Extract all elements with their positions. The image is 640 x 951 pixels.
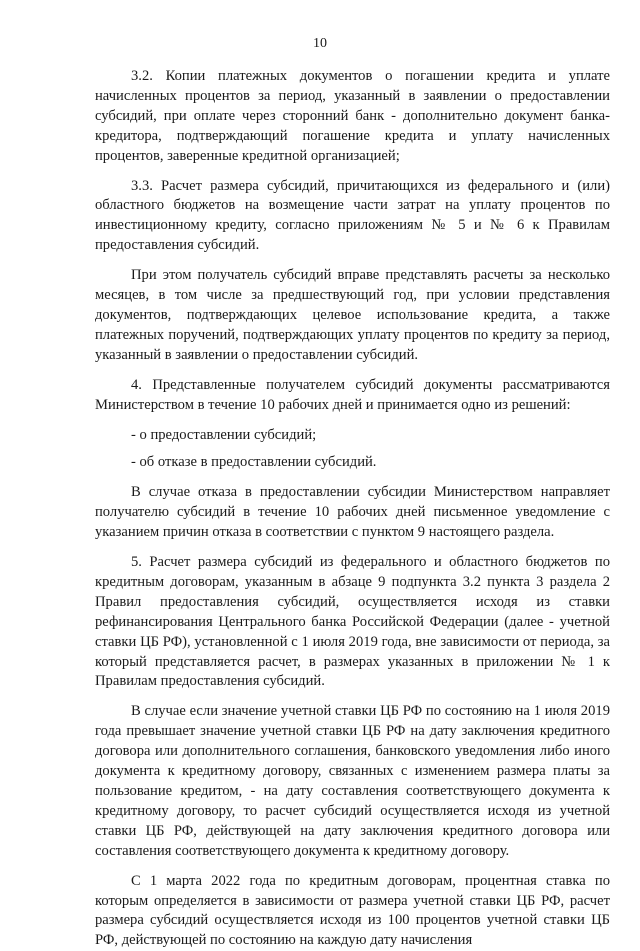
page-number: 10	[313, 36, 327, 51]
paragraph-3-2: 3.2. Копии платежных документов о погашении кредита и уплате начисленных процентов за период, указанный в заявлении о предоставлении субсидий, при оплате через сторонний банк - дополнительно документ банка-кредитора, подтверждающий погашение кредита и уплату начисленных процентов, заверенные кредитной организацией;	[95, 68, 610, 164]
paragraph-refusal-notice: В случае отказа в предоставлении субсидии Министерством направляет получателю субсидий в течение 10 рабочих дней письменное уведомление с указанием причин отказа в соответствии с пунктом 9 настоящего раздела.	[95, 484, 610, 541]
paragraph-3-3: 3.3. Расчет размера субсидий, причитающихся из федерального и (или) областного бюджетов на возмещение части затрат на уплату процентов по инвестиционному кредиту, согласно приложениям № 5 и № 6 к Правилам предоставления субсидий.	[95, 177, 610, 254]
decision-item-refusal: - об отказе в предоставлении субсидий.	[131, 454, 377, 471]
decision-item-grant: - о предоставлении субсидий;	[131, 426, 317, 443]
paragraph-5: 5. Расчет размера субсидий из федерального и областного бюджетов по кредитным договорам, указанным в абзаце 9 подпункта 3.2 пункта 3 раздела 2 Правил предоставления субсидий, осуществляется исходя из ставки рефинансирования Центрального банка Российской Федерации (далее - учетной ставки ЦБ РФ), установленной с 1 июля 2019 года, вне зависимости от периода, за который представляется расчет, в размерах указанных в приложении № 1 к Правилам предоставления субсидий.	[95, 554, 610, 690]
document-body	[95, 67, 610, 951]
paragraph-rate-exceeds: В случае если значение учетной ставки ЦБ РФ по состоянию на 1 июля 2019 года превышает значение учетной ставки ЦБ РФ на дату заключения кредитного договора или дополнительного соглашения, банковского уведомления либо иного документа к кредитному договору, связанных с изменением размера платы за пользование кредитом, - на дату составления соответствующего документа к кредитному договору, то расчет субсидий осуществляется исходя из учетной ставки ЦБ РФ, действующей на дату заключения кредитного договора или составления соответствующего документа к кредитному договору.	[95, 703, 610, 859]
paragraph-4: 4. Представленные получателем субсидий документы рассматриваются Министерством в течение 10 рабочих дней и принимается одно из решений:	[95, 376, 610, 413]
paragraph-calculation-note: При этом получатель субсидий вправе представлять расчеты за несколько месяцев, в том числе за предшествующий год, при условии представления документов, подтверждающих целевое использование кредита, а также платежных поручений, подтверждающих уплату процентов по кредиту за период, указанный в заявлении о предоставлении субсидий.	[95, 267, 610, 363]
paragraph-march-2022: С 1 марта 2022 года по кредитным договорам, процентная ставка по которым определяется в зависимости от размера учетной ставки ЦБ РФ, расчет размера субсидий осуществляется исходя из 100 процентов учетной ставки ЦБ РФ, действующей по состоянию на каждую дату начисления	[95, 872, 610, 949]
